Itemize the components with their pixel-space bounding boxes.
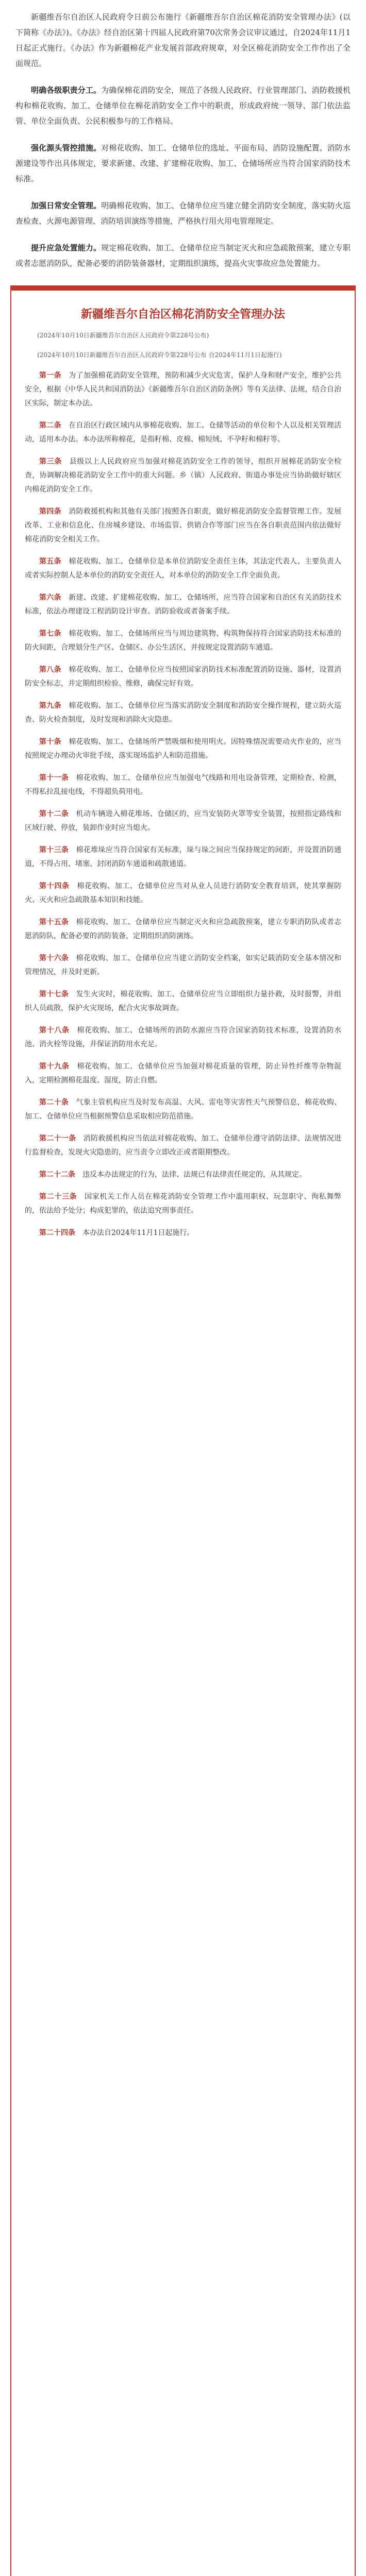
regulation-meta: (2024年10月10日新疆维吾尔自治区人民政府令第228号公布 自2024年11月1日起施行) [37,351,282,359]
article-item [25,988,341,1015]
article-text: 棉花收购、加工、仓储单位是本单位消防安全责任主体，其法定代表人、主要负责人或者实际控制人是本单位的消防安全责任人，对本单位的消防安全工作全面负责。 [25,557,342,580]
article-number: 第十一条 [39,774,69,782]
article-number: 第二十三条 [39,1193,77,1201]
article-number: 第十四条 [39,882,70,890]
article-text: 违反本办法规定的行为，法律、法规已有法律责任规定的，从其规定。 [82,1171,306,1179]
article-text: 棉花收购、加工、仓储单位应当落实消防安全制度和消防安全操作规程，建立防火巡查、防火检查制度，及时发现和消除火灾隐患。 [25,702,342,724]
article-item [25,369,341,411]
article-text: 棉花堆垛应当符合国家有关标准，垛与垛之间应当保持规定的间距，并设置消防通道，不得占用、堵塞、封闭消防车通道和疏散通道。 [25,846,342,868]
article-item [25,591,341,619]
article-number: 第一条 [39,371,61,380]
article-text: 县级以上人民政府应当加强对棉花消防安全工作的领导，组织开展棉花消防安全检查，协调解决棉花消防安全工作中的重大问题。乡（镇）人民政府、街道办事处应当协助做好辖区内棉花消防安全工作。 [25,457,342,494]
article-item [25,807,341,835]
article-item [25,771,341,799]
article-number: 第十六条 [39,954,69,962]
article-list [25,369,341,1240]
article-item [25,879,341,907]
article-number: 第十七条 [39,990,69,998]
article-number: 第六条 [39,594,61,602]
article-number: 第十二条 [39,810,69,818]
article-item [25,627,341,655]
article-item [25,735,341,763]
article-item [25,663,341,691]
intro-paragraph [15,140,351,187]
article-number: 第二条 [39,421,61,430]
article-item [25,1096,341,1124]
intro-text: 对棉花收购、加工、仓储单位的选址、平面布局、消防设施配置、消防水源建设等作出具体规定，要求新建、改建、扩建棉花收购、加工、仓储场所应当符合国家消防技术标准。 [15,143,351,183]
article-item [25,952,341,979]
article-item [25,455,341,497]
article-text: 消防救援机构和其他有关部门按照各自职责，做好棉花消防安全监督管理工作。发展改革、工业和信息化、住房城乡建设、市场监管、供销合作等部门应当在各自职责范围内依法做好棉花消防安全相关工作。 [25,507,342,544]
article-number: 第九条 [39,702,61,710]
article-text: 新建、改建、扩建棉花收购、加工、仓储场所，应当符合国家和自治区有关消防技术标准，依法办理建设工程消防设计审查、消防验收或者备案手续。 [25,594,342,616]
article-item [25,916,341,943]
article-item [25,843,341,871]
article-item [25,1226,341,1240]
article-number: 第十三条 [39,846,69,854]
article-number: 第二十二条 [39,1171,75,1179]
article-number: 第二十四条 [39,1229,75,1237]
intro-lead: 提升应急处置能力。 [31,243,102,252]
article-number: 第十五条 [39,918,69,926]
intro-lead: 强化源头管控措施。 [31,143,102,152]
article-text: 气象主管机构应当及时发布高温、大风、雷电等灾害性天气预警信息，棉花收购、加工、仓储单位应当根据预警信息采取相应防范措施。 [25,1098,342,1121]
article-item [25,555,341,583]
article-text: 国家机关工作人员在棉花消防安全管理工作中滥用职权、玩忽职守、徇私舞弊的，依法给予处分；构成犯罪的，依法追究刑事责任。 [25,1193,342,1215]
article-number: 第八条 [39,666,61,674]
intro-lead: 加强日常安全管理。 [31,201,102,210]
article-text: 发生火灾时，棉花收购、加工、仓储单位应当立即组织力量扑救，及时报警，并组织人员疏散，保护火灾现场，配合火灾事故调查。 [25,990,342,1012]
article-text: 为了加强棉花消防安全管理，预防和减少火灾危害，保护人身和财产安全，维护公共安全，根据《中华人民共和国消防法》《新疆维吾尔自治区消防条例》等有关法律、法规，结合自治区实际，制定本办法。 [25,371,342,408]
article-number: 第三条 [39,457,62,466]
article-number: 第二十一条 [39,1134,76,1143]
article-text: 消防救援机构应当依法对棉花收购、加工、仓储单位遵守消防法律、法规情况进行监督检查，发现火灾隐患的，应当责令立即改正或者限期整改。 [25,1134,342,1157]
article-number: 第十九条 [39,1062,70,1071]
regulation-meta: (2024年10月10日新疆维吾尔自治区人民政府令第228号公布) [37,332,209,339]
article-text: 棉花收购、加工、仓储单位应当按照国家消防技术标准配置消防设施、器材，设置消防安全标志，并定期组织检验、维修，确保完好有效。 [25,666,342,688]
article-number: 第七条 [39,630,61,638]
article-text: 棉花收购、加工、仓储场所严禁吸烟和使用明火。因特殊情况需要动火作业的，应当按照规定办理动火审批手续，落实现场监护人和防范措施。 [25,738,342,760]
article-number: 第四条 [39,507,61,516]
article-item [25,699,341,727]
article-text: 棉花收购、加工、仓储单位应当加强对棉花质量的管理，防止异性纤维等杂物混入，定期检测棉花温度、湿度，防止自燃。 [25,1062,342,1084]
intro-text: 为确保棉花消防安全，规范了各级人民政府、行业管理部门、消防救援机构和棉花收购、加工、仓储单位在棉花消防安全工作中的职责，形成政府统一领导、部门依法监管、单位全面负责、公民积极参与的工作格局。 [15,86,351,126]
article-number: 第二十条 [39,1098,69,1107]
article-text: 在自治区行政区域内从事棉花收购、加工、仓储等活动的单位和个人以及相关管理活动，适用本办法。本办法所称棉花，是指籽棉、皮棉、棉短绒、不孕籽和棉籽等。 [25,421,342,444]
regulation-box [10,285,356,2576]
article-text: 本办法自2024年11月1日起施行。 [82,1229,194,1237]
article-item [25,419,341,447]
article-text: 棉花收购、加工、仓储场所的消防水源应当符合国家消防技术标准，设置消防水池、消火栓等设施，并保证消防用水充足。 [25,1026,342,1048]
intro-paragraph: 新疆维吾尔自治区人民政府令日前公布施行《新疆维吾尔自治区棉花消防安全管理办法》(以下简称《办法》)。《办法》经自治区第十四届人民政府第70次常务会议审议通过，自2024年11月1日起正式施行。《办法》作为新疆棉花产业发展首部政府规章，对全区棉花消防安全工作作出了全面规范。 [15,12,351,68]
article-text: 棉花收购、加工、仓储单位应当对从业人员进行消防安全教育培训，使其掌握防火、灭火和应急疏散基本知识和技能。 [25,882,342,904]
article-item [25,1190,341,1218]
article-item [25,1060,341,1088]
intro-paragraph [15,82,351,129]
regulation-title: 新疆维吾尔自治区棉花消防安全管理办法 [80,308,285,321]
intro-lead: 明确各级职责分工。 [31,86,102,95]
intro-paragraph [15,198,351,229]
intro-paragraph [15,240,351,271]
intro-section [0,0,366,271]
article-text: 棉花收购、加工、仓储单位应当加强电气线路和用电设备管理，定期检查、检测，不得私拉乱接电线，不得超负荷用电。 [25,774,342,796]
article-item [25,1168,341,1182]
article-text: 棉花收购、加工、仓储场所应当与周边建筑物、构筑物保持符合国家消防技术标准的防火间距，合理划分生产区、仓储区、办公生活区，并按规定设置消防车通道。 [25,630,342,652]
article-number: 第五条 [39,557,61,566]
article-number: 第十条 [39,738,61,746]
article-text: 棉花收购、加工、仓储单位应当制定灭火和应急疏散预案，建立专职消防队或者志愿消防队，配备必要的消防装备，定期组织消防演练。 [25,918,342,940]
article-text: 机动车辆进入棉花堆场、仓储区的，应当安装防火罩等安全装置，按照指定路线和区域行驶、停放，装卸作业时应当熄火。 [25,810,342,832]
article-item [25,505,341,547]
article-item [25,1132,341,1160]
article-number: 第十八条 [39,1026,70,1035]
intro-text: 规定棉花收购、加工、仓储单位应当制定灭火和应急疏散预案，建立专职或者志愿消防队，配备必要的消防装备器材，定期组织演练，提高火灾事故应急处置能力。 [15,243,351,268]
intro-text: 明确棉花收购、加工、仓储单位应当建立健全消防安全制度，落实防火巡查检查、火源电源管理、消防培训演练等措施，严格执行用火用电管理规定。 [15,201,351,226]
article-item [25,1024,341,1052]
article-text: 棉花收购、加工、仓储单位应当建立消防安全档案，如实记载消防安全基本情况和管理情况，并及时更新。 [25,954,342,976]
